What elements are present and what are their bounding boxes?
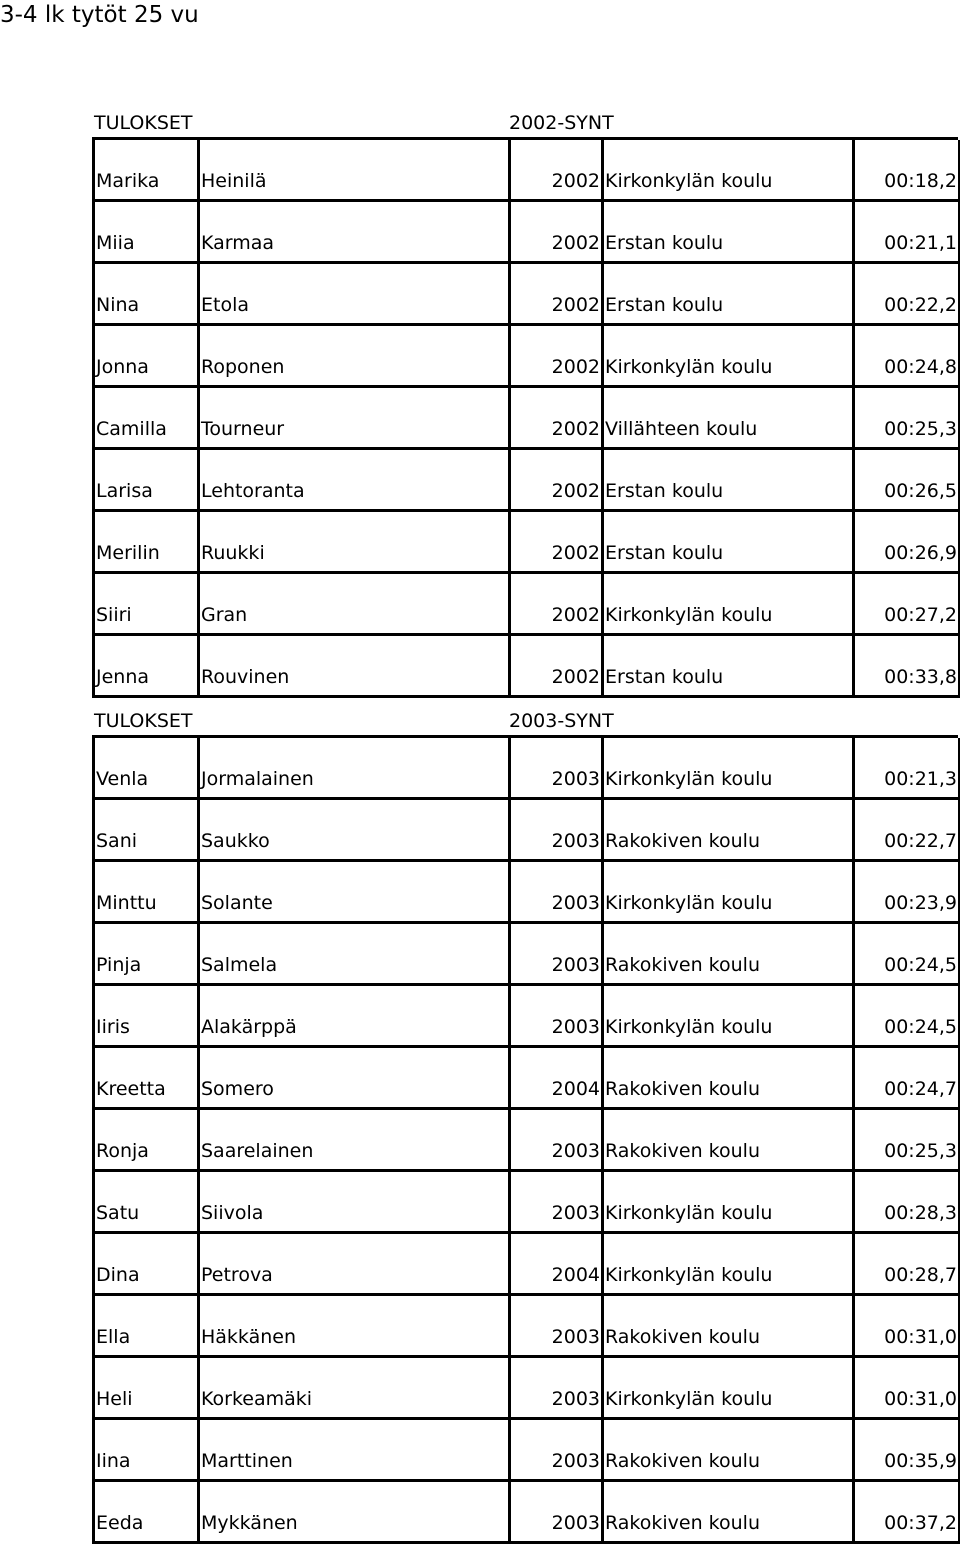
first-name: Iiris	[95, 986, 200, 1048]
birth-year: 2002	[511, 636, 604, 698]
last-name: Salmela	[200, 924, 511, 986]
birth-year: 2002	[511, 574, 604, 636]
birth-year: 2003	[511, 1296, 604, 1358]
first-name: Iina	[95, 1420, 200, 1482]
first-name: Miia	[95, 202, 200, 264]
school: Erstan koulu	[604, 202, 855, 264]
last-name: Alakärppä	[200, 986, 511, 1048]
result-time: 00:31,0	[855, 1358, 960, 1420]
section-year-label: 2003-SYNT	[509, 710, 614, 732]
first-name: Eeda	[95, 1482, 200, 1544]
result-time: 00:22,7	[855, 800, 960, 862]
first-name: Venla	[95, 738, 200, 800]
last-name: Lehtoranta	[200, 450, 511, 512]
first-name: Larisa	[95, 450, 200, 512]
last-name: Solante	[200, 862, 511, 924]
birth-year: 2003	[511, 924, 604, 986]
school: Kirkonkylän koulu	[604, 862, 855, 924]
last-name: Siivola	[200, 1172, 511, 1234]
last-name: Ruukki	[200, 512, 511, 574]
birth-year: 2003	[511, 1420, 604, 1482]
last-name: Karmaa	[200, 202, 511, 264]
last-name: Mykkänen	[200, 1482, 511, 1544]
first-name: Minttu	[95, 862, 200, 924]
last-name: Petrova	[200, 1234, 511, 1296]
first-name: Heli	[95, 1358, 200, 1420]
result-time: 00:25,3	[855, 1110, 960, 1172]
result-time: 00:25,3	[855, 388, 960, 450]
birth-year: 2002	[511, 326, 604, 388]
first-name: Marika	[95, 140, 200, 202]
birth-year: 2003	[511, 1110, 604, 1172]
last-name: Jormalainen	[200, 738, 511, 800]
school: Erstan koulu	[604, 450, 855, 512]
result-time: 00:35,9	[855, 1420, 960, 1482]
school: Kirkonkylän koulu	[604, 1172, 855, 1234]
birth-year: 2002	[511, 264, 604, 326]
school: Rakokiven koulu	[604, 1482, 855, 1544]
birth-year: 2002	[511, 140, 604, 202]
last-name: Gran	[200, 574, 511, 636]
school: Rakokiven koulu	[604, 1110, 855, 1172]
school: Erstan koulu	[604, 512, 855, 574]
school: Kirkonkylän koulu	[604, 986, 855, 1048]
school: Erstan koulu	[604, 264, 855, 326]
first-name: Jenna	[95, 636, 200, 698]
first-name: Ella	[95, 1296, 200, 1358]
section-label: TULOKSET	[94, 112, 193, 134]
result-time: 00:21,3	[855, 738, 960, 800]
birth-year: 2004	[511, 1234, 604, 1296]
result-time: 00:37,2	[855, 1482, 960, 1544]
first-name: Ronja	[95, 1110, 200, 1172]
birth-year: 2003	[511, 800, 604, 862]
result-time: 00:33,8	[855, 636, 960, 698]
birth-year: 2002	[511, 202, 604, 264]
school: Rakokiven koulu	[604, 1296, 855, 1358]
last-name: Roponen	[200, 326, 511, 388]
last-name: Tourneur	[200, 388, 511, 450]
first-name: Sani	[95, 800, 200, 862]
school: Kirkonkylän koulu	[604, 326, 855, 388]
last-name: Marttinen	[200, 1420, 511, 1482]
birth-year: 2003	[511, 986, 604, 1048]
birth-year: 2003	[511, 862, 604, 924]
section-header	[92, 100, 958, 137]
school: Kirkonkylän koulu	[604, 574, 855, 636]
first-name: Siiri	[95, 574, 200, 636]
last-name: Saarelainen	[200, 1110, 511, 1172]
last-name: Häkkänen	[200, 1296, 511, 1358]
birth-year: 2003	[511, 1358, 604, 1420]
first-name: Jonna	[95, 326, 200, 388]
birth-year: 2002	[511, 450, 604, 512]
results-table	[92, 137, 958, 698]
last-name: Korkeamäki	[200, 1358, 511, 1420]
school: Rakokiven koulu	[604, 1420, 855, 1482]
result-time: 00:26,5	[855, 450, 960, 512]
school: Villähteen koulu	[604, 388, 855, 450]
school: Rakokiven koulu	[604, 924, 855, 986]
school: Rakokiven koulu	[604, 1048, 855, 1110]
birth-year: 2003	[511, 738, 604, 800]
first-name: Nina	[95, 264, 200, 326]
birth-year: 2003	[511, 1172, 604, 1234]
last-name: Somero	[200, 1048, 511, 1110]
section-header	[92, 698, 958, 735]
school: Kirkonkylän koulu	[604, 1358, 855, 1420]
first-name: Kreetta	[95, 1048, 200, 1110]
section-label: TULOKSET	[94, 710, 193, 732]
last-name: Rouvinen	[200, 636, 511, 698]
result-time: 00:22,2	[855, 264, 960, 326]
school: Kirkonkylän koulu	[604, 1234, 855, 1296]
results-document	[92, 100, 958, 1544]
result-time: 00:24,7	[855, 1048, 960, 1110]
result-time: 00:28,3	[855, 1172, 960, 1234]
school: Kirkonkylän koulu	[604, 140, 855, 202]
page-title: 3-4 lk tytöt 25 vu	[0, 2, 199, 28]
birth-year: 2003	[511, 1482, 604, 1544]
result-time: 00:28,7	[855, 1234, 960, 1296]
school: Erstan koulu	[604, 636, 855, 698]
birth-year: 2004	[511, 1048, 604, 1110]
result-time: 00:31,0	[855, 1296, 960, 1358]
section-year-label: 2002-SYNT	[509, 112, 614, 134]
result-time: 00:23,9	[855, 862, 960, 924]
first-name: Dina	[95, 1234, 200, 1296]
first-name: Satu	[95, 1172, 200, 1234]
last-name: Etola	[200, 264, 511, 326]
school: Kirkonkylän koulu	[604, 738, 855, 800]
last-name: Heinilä	[200, 140, 511, 202]
result-time: 00:24,5	[855, 924, 960, 986]
result-time: 00:21,1	[855, 202, 960, 264]
first-name: Merilin	[95, 512, 200, 574]
birth-year: 2002	[511, 388, 604, 450]
birth-year: 2002	[511, 512, 604, 574]
result-time: 00:18,2	[855, 140, 960, 202]
first-name: Pinja	[95, 924, 200, 986]
section-2002	[92, 100, 958, 698]
result-time: 00:24,8	[855, 326, 960, 388]
result-time: 00:27,2	[855, 574, 960, 636]
result-time: 00:24,5	[855, 986, 960, 1048]
results-table	[92, 735, 958, 1544]
school: Rakokiven koulu	[604, 800, 855, 862]
last-name: Saukko	[200, 800, 511, 862]
section-2003	[92, 698, 958, 1544]
result-time: 00:26,9	[855, 512, 960, 574]
first-name: Camilla	[95, 388, 200, 450]
